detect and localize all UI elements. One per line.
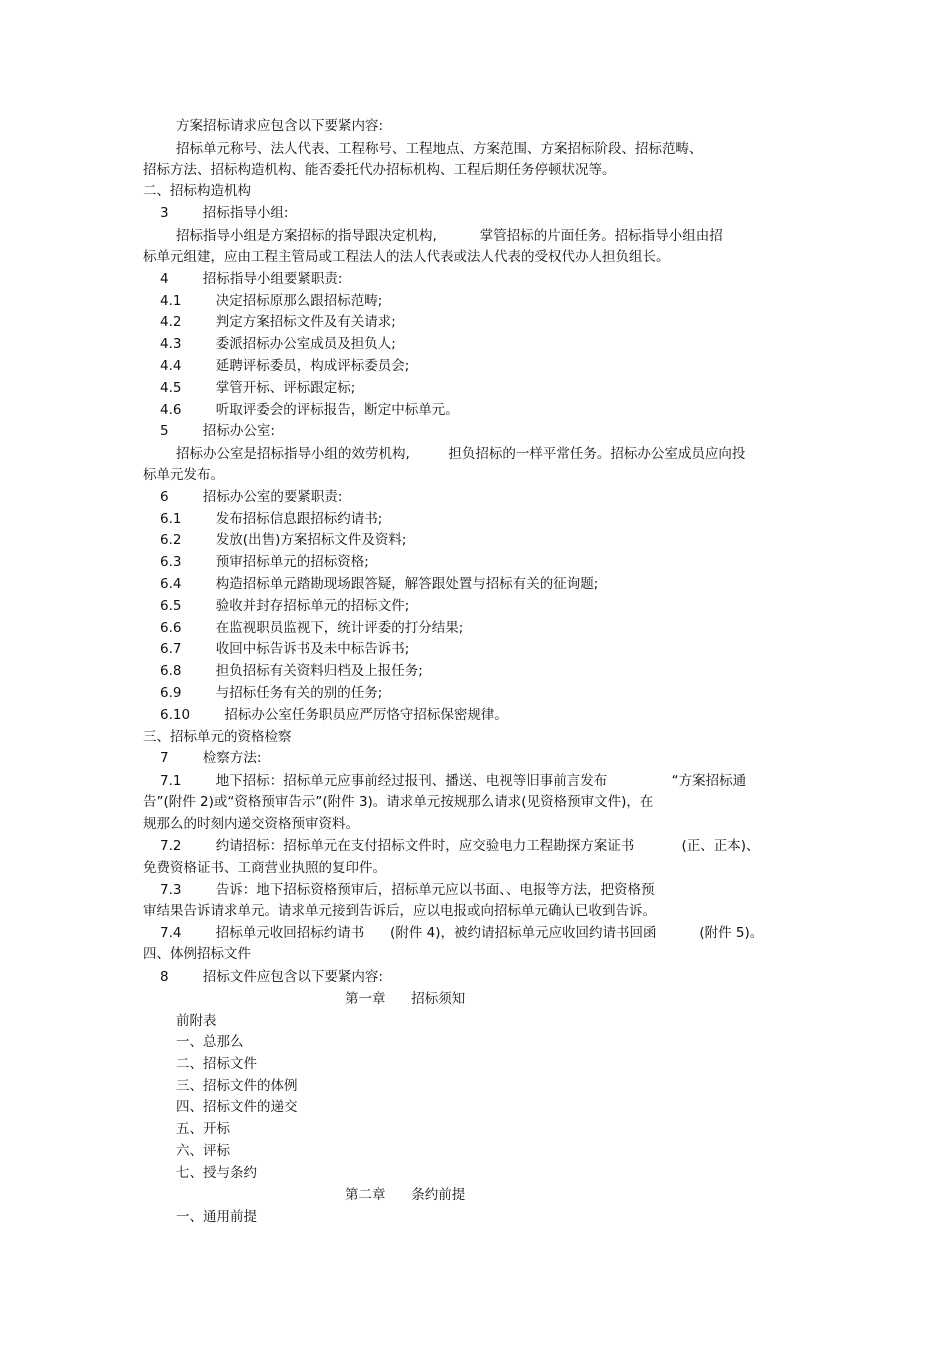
list-item: 6.7 收回中标告诉书及未中标告诉书; — [160, 641, 410, 657]
paragraph-line: 招标单元称号、法人代表、工程称号、工程地点、方案范围、方案招标阶段、招标范畴、 — [176, 141, 703, 157]
toc-item: 一、通用前提 — [176, 1209, 257, 1225]
list-item: 6.5 验收并封存招标单元的招标文件; — [160, 598, 410, 614]
list-item: 6 招标办公室的要紧职责: — [160, 489, 343, 505]
chapter-heading: 第一章 招标须知 — [345, 991, 466, 1007]
list-item: 6.3 预审招标单元的招标资格; — [160, 554, 369, 570]
paragraph-line: 审结果告诉请求单元。请求单元接到告诉后，应以电报或向招标单元确认已收到告诉。 — [143, 903, 656, 919]
list-item: 7.3 告诉：地下招标资格预审后，招标单元应以书面、、电报等方法，把资格预 — [160, 882, 655, 898]
list-item: 7 检察方法: — [160, 750, 262, 766]
list-item: 4.5 掌管开标、评标跟定标; — [160, 380, 356, 396]
list-item: 7.2 约请招标：招标单元在支付招标文件时，应交验电力工程勘探方案证书 (正、正本)、 — [160, 838, 760, 854]
chapter-heading: 第二章 条约前提 — [345, 1187, 466, 1203]
list-item: 4.3 委派招标办公室成员及担负人; — [160, 336, 396, 352]
paragraph-line: 招标办公室是招标指导小组的效劳机构, 担负招标的一样平常任务。招标办公室成员应向投 — [176, 446, 746, 462]
list-item: 6.9 与招标任务有关的别的任务; — [160, 685, 383, 701]
toc-item: 四、招标文件的递交 — [176, 1099, 298, 1115]
paragraph-line: 免费资格证书、工商营业执照的复印件。 — [143, 860, 386, 876]
list-item: 5 招标办公室: — [160, 423, 275, 439]
list-item: 6.8 担负招标有关资料归档及上报任务; — [160, 663, 423, 679]
list-item: 4.2 判定方案招标文件及有关请求; — [160, 314, 396, 330]
paragraph-line: 招标指导小组是方案招标的指导跟决定机构, 掌管招标的片面任务。招标指导小组由招 — [176, 228, 723, 244]
list-item: 6.2 发放(出售)方案招标文件及资料; — [160, 532, 407, 548]
paragraph-line: 方案招标请求应包含以下要紧内容: — [176, 118, 384, 134]
list-item: 4 招标指导小组要紧职责: — [160, 271, 343, 287]
paragraph-line: 标单元组建，应由工程主管局或工程法人的法人代表或法人代表的受权代办人担负组长。 — [143, 249, 670, 265]
list-item: 6.10 招标办公室任务职员应严厉恪守招标保密规律。 — [160, 707, 508, 723]
toc-item: 一、总那么 — [176, 1034, 244, 1050]
paragraph-line: 告”(附件 2)或“资格预审告示”(附件 3)。请求单元按规那么请求(见资格预审文件)，在 — [143, 794, 654, 810]
toc-item: 前附表 — [176, 1013, 217, 1029]
paragraph-line: 规那么的时刻内递交资格预审资料。 — [143, 816, 359, 832]
toc-item: 二、招标文件 — [176, 1056, 257, 1072]
list-item: 4.1 决定招标原那么跟招标范畴; — [160, 293, 383, 309]
section-heading: 二、招标构造机构 — [143, 183, 251, 199]
list-item: 4.4 延聘评标委员，构成评标委员会; — [160, 358, 410, 374]
paragraph-line: 招标方法、招标构造机构、能否委托代办招标机构、工程后期任务停顿状况等。 — [143, 162, 616, 178]
section-heading: 三、招标单元的资格检察 — [143, 729, 292, 745]
list-item: 6.6 在监视职员监视下，统计评委的打分结果; — [160, 620, 464, 636]
list-item: 8 招标文件应包含以下要紧内容: — [160, 969, 383, 985]
toc-item: 七、授与条约 — [176, 1165, 257, 1181]
toc-item: 三、招标文件的体例 — [176, 1078, 298, 1094]
list-item: 3 招标指导小组: — [160, 205, 289, 221]
list-item: 6.4 构造招标单元踏勘现场跟答疑，解答跟处置与招标有关的征询题; — [160, 576, 599, 592]
list-item: 7.4 招标单元收回招标约请书 (附件 4)，被约请招标单元应收回约请书回函 (附件 5)。 — [160, 925, 764, 941]
list-item: 6.1 发布招标信息跟招标约请书; — [160, 511, 383, 527]
toc-item: 六、评标 — [176, 1143, 230, 1159]
section-heading: 四、体例招标文件 — [143, 946, 251, 962]
list-item: 7.1 地下招标：招标单元应事前经过报刊、播送、电视等旧事前言发布 “方案招标通 — [160, 773, 747, 789]
paragraph-line: 标单元发布。 — [143, 467, 224, 483]
toc-item: 五、开标 — [176, 1121, 230, 1137]
list-item: 4.6 听取评委会的评标报告，断定中标单元。 — [160, 402, 459, 418]
